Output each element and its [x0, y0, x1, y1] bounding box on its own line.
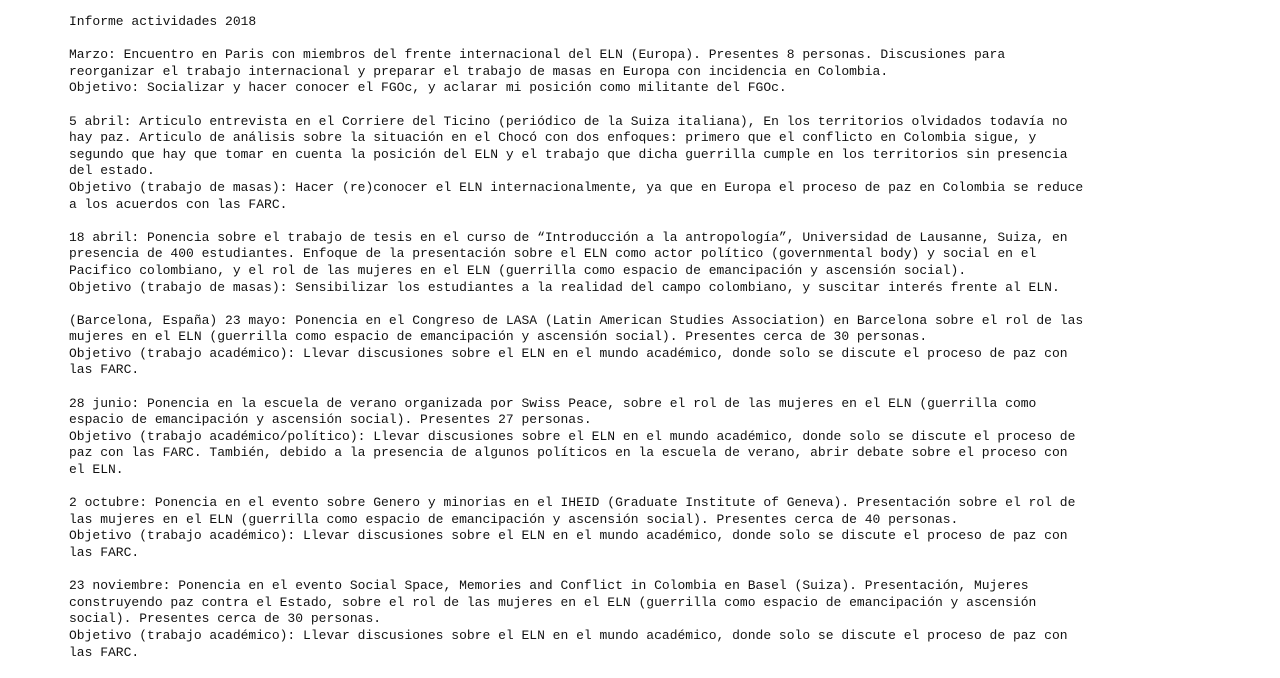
entry-line: las FARC. — [69, 545, 140, 560]
entry-line: Objetivo (trabajo de masas): Sensibilizar los estudiantes a la realidad del campo colombiano, y suscitar interés frente al ELN. — [69, 279, 1060, 295]
entry-line: 2 octubre: Ponencia en el evento sobre Genero y minorias en el IHEID (Graduate Institute of Geneva). Presentación sobre el rol de — [69, 495, 1076, 511]
entry-line: Objetivo (trabajo académico): Llevar discusiones sobre el ELN en el mundo académico, donde solo se discute el proceso de paz con — [69, 528, 1068, 544]
entry-18-abril — [69, 230, 1199, 296]
entry-line: Objetivo: Socializar y hacer conocer el FGOc, y aclarar mi posición como militante del FGOc. — [69, 80, 787, 96]
entry-28-junio — [69, 396, 1199, 479]
entry-line: a los acuerdos con las FARC. — [69, 196, 288, 212]
entry-line: construyendo paz contra el Estado, sobre el rol de las mujeres en el ELN (guerrilla como espacio de emancipación y ascensión — [69, 594, 1037, 610]
entry-23-noviembre — [69, 578, 1199, 661]
entry-line: mujeres en el ELN (guerrilla como espacio de emancipación y ascensión social). Presentes cerca de 30 personas. — [69, 329, 928, 345]
entry-line: hay paz. Articulo de análisis sobre la situación en el Chocó con dos enfoques: primero que el conflicto en Colombia sigue, y — [69, 130, 1037, 146]
entry-line: las FARC. — [69, 644, 140, 660]
entry-line: paz con las FARC. También, debido a la presencia de algunos políticos en la escuela de verano, abrir debate sobre el proceso con — [69, 445, 1068, 461]
entry-2-octubre — [69, 495, 1199, 561]
entry-line: las mujeres en el ELN (guerrilla como espacio de emancipación y ascensión social). Presentes cerca de 40 personas. — [69, 511, 959, 527]
entry-line: Marzo: Encuentro en Paris con miembros del frente internacional del ELN (Europa). Presentes 8 personas. Discusiones para — [69, 47, 1006, 63]
entry-line: las FARC. — [69, 362, 140, 378]
document-page — [69, 14, 1199, 678]
entry-line: Objetivo (trabajo académico): Llevar discusiones sobre el ELN en el mundo académico, donde solo se discute el proceso de paz con — [69, 627, 1068, 643]
entry-line: del estado. — [69, 163, 155, 179]
entry-line: el ELN. — [69, 462, 124, 478]
entry-line: social). Presentes cerca de 30 personas. — [69, 611, 382, 627]
entry-line: segundo que hay que tomar en cuenta la posición del ELN y el trabajo que dicha guerrilla cumple en los territorios sin presencia — [69, 146, 1068, 162]
entry-marzo — [69, 47, 1199, 97]
entry-line: 28 junio: Ponencia en la escuela de verano organizada por Swiss Peace, sobre el rol de las mujeres en el ELN (guerrilla como — [69, 395, 1037, 411]
entry-line: Pacifico colombiano, y el rol de las mujeres en el ELN (guerrilla como espacio de emancipación y ascensión social). — [69, 262, 967, 278]
entry-line: 23 noviembre: Ponencia en el evento Social Space, Memories and Conflict in Colombia en Basel (Suiza). Presentación, Mujeres — [69, 578, 1029, 594]
entry-line: espacio de emancipación y ascensión social). Presentes 27 personas. — [69, 412, 592, 428]
entry-line: 18 abril: Ponencia sobre el trabajo de tesis en el curso de “Introducción a la antropología”, Universidad de Lausanne, Suiza, en — [69, 229, 1068, 245]
entry-line: Objetivo (trabajo académico/político): Llevar discusiones sobre el ELN en el mundo académico, donde solo se discute el proceso de — [69, 428, 1076, 444]
entry-23-mayo — [69, 313, 1199, 379]
entry-5-abril — [69, 114, 1199, 214]
entry-line: Objetivo (trabajo de masas): Hacer (re)conocer el ELN internacionalmente, ya que en Europa el proceso de paz en Colombia se reduce — [69, 179, 1084, 195]
document-title: Informe actividades 2018 — [69, 14, 257, 29]
entry-line: reorganizar el trabajo internacional y preparar el trabajo de masas en Europa con incidencia en Colombia. — [69, 63, 889, 79]
entry-line: presencia de 400 estudiantes. Enfoque de la presentación sobre el ELN como actor político (governmental body) y social en el — [69, 246, 1037, 262]
entry-line: Objetivo (trabajo académico): Llevar discusiones sobre el ELN en el mundo académico, donde solo se discute el proceso de paz con — [69, 345, 1068, 361]
entry-line: 5 abril: Articulo entrevista en el Corriere del Ticino (periódico de la Suiza italiana), En los territorios olvidados todavía no — [69, 113, 1068, 129]
entry-line: (Barcelona, España) 23 mayo: Ponencia en el Congreso de LASA (Latin American Studies Association) en Barcelona sobre el rol de las — [69, 312, 1084, 328]
